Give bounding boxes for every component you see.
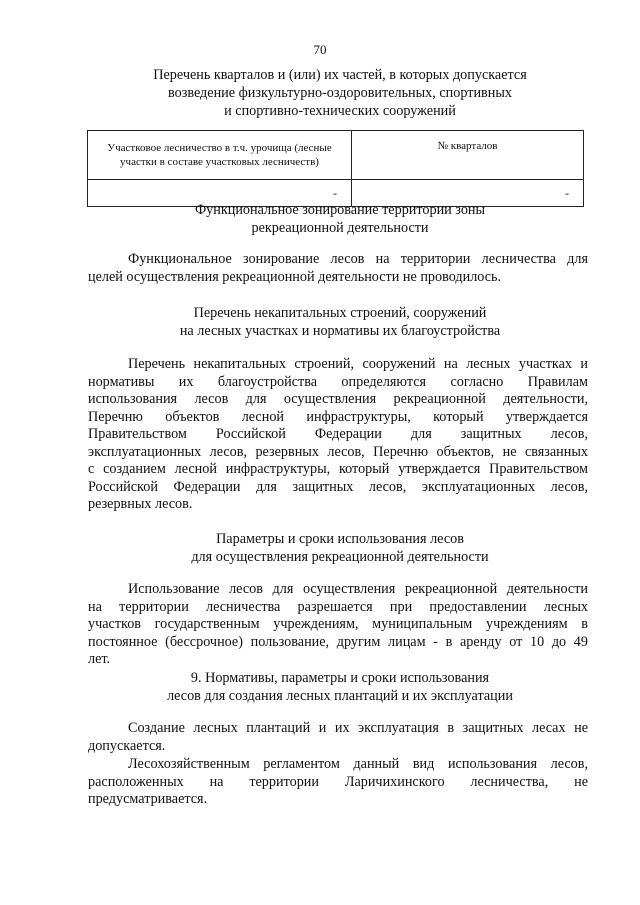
paragraph-line: Российской Федерации для защитных лесов, эксплуатационных лесов, [88, 478, 588, 495]
heading-line: рекреационной деятельности [251, 220, 429, 236]
quarters-table [87, 130, 584, 207]
table-header-row [88, 131, 584, 180]
heading-line: для осуществления рекреационной деятельности [191, 549, 489, 565]
paragraph-line: Использование лесов для осуществления рекреационной деятельности [128, 581, 588, 597]
heading-line: Функциональное зонирование территории зоны [194, 202, 486, 218]
paragraph-line: Функциональное зонирование лесов на территории лесничества для [128, 251, 588, 267]
header-quarter-numbers: № кварталов [352, 131, 584, 180]
heading-line: 9. Нормативы, параметры и сроки использования [190, 670, 490, 686]
heading-line: Перечень кварталов и (или) их частей, в которых допускается [153, 67, 527, 83]
heading-line: Перечень некапитальных строений, сооружений [193, 305, 487, 321]
paragraph-line: резервных лесов. [88, 496, 193, 512]
paragraph-structures [88, 356, 588, 514]
paragraph-line: лет. [88, 651, 111, 667]
heading-line: на лесных участках и нормативы их благоустройства [179, 323, 501, 339]
heading-quarters-list [60, 66, 620, 120]
table-cell: - [88, 180, 352, 207]
paragraph-parameters [88, 581, 588, 669]
heading-parameters-terms [60, 530, 620, 566]
page-number: 70 [313, 42, 327, 57]
paragraph-zoning [88, 251, 588, 286]
heading-non-capital-structures [60, 304, 620, 340]
paragraph-line: допускается. [88, 737, 166, 754]
paragraph-line: участков государственным учреждениям, муниципальным учреждениям в [88, 616, 588, 632]
header-text-line: Участковое лесничество в т.ч. урочища (лесные [107, 142, 332, 154]
paragraph-line: постоянное (бессрочное) пользование, другим лицам - в аренду от 10 до 49 [88, 633, 588, 650]
header-forestry-district [88, 131, 352, 180]
paragraph-line: расположенных на территории Ларичихинского лесничества, не [88, 773, 588, 790]
table-cell: - [352, 180, 584, 207]
heading-line: Параметры и сроки использования лесов [216, 531, 464, 547]
heading-functional-zoning [60, 201, 620, 237]
paragraph-plantations [88, 720, 588, 755]
paragraph-line: нормативы их благоустройства определяются согласно Правилам [88, 373, 588, 390]
paragraph-line: использования лесов для осуществления рекреационной деятельности, [88, 391, 588, 407]
paragraph-line: целей осуществления рекреационной деятельности не проводилось. [88, 268, 502, 285]
heading-line: и спортивно-технических сооружений [224, 103, 456, 119]
paragraph-line: эксплуатационных лесов, резервных лесов, Перечню объектов, не связанных [88, 443, 588, 460]
paragraph-line: Перечню объектов лесной инфраструктуры, который утверждается [88, 408, 588, 425]
paragraph-regulation [88, 756, 588, 809]
heading-section-9 [60, 669, 620, 705]
heading-line: лесов для создания лесных плантаций и их эксплуатации [167, 688, 513, 704]
paragraph-line: на территории лесничества разрешается при предоставлении лесных [88, 598, 588, 615]
paragraph-line: предусматривается. [88, 791, 208, 807]
paragraph-line: Правительством Российской Федерации для защитных лесов, [88, 426, 588, 442]
header-text-line: участки в составе участковых лесничеств) [120, 156, 319, 168]
paragraph-line: Создание лесных плантаций и их эксплуатация в защитных лесах не [128, 720, 588, 736]
heading-line: возведение физкультурно-оздоровительных, спортивных [168, 85, 512, 101]
paragraph-line: Перечень некапитальных строений, сооружений на лесных участках и [128, 356, 588, 372]
paragraph-line: Лесохозяйственным регламентом данный вид использования лесов, [128, 756, 588, 772]
paragraph-line: с созданием лесной инфраструктуры, который утверждается Правительством [88, 461, 588, 477]
